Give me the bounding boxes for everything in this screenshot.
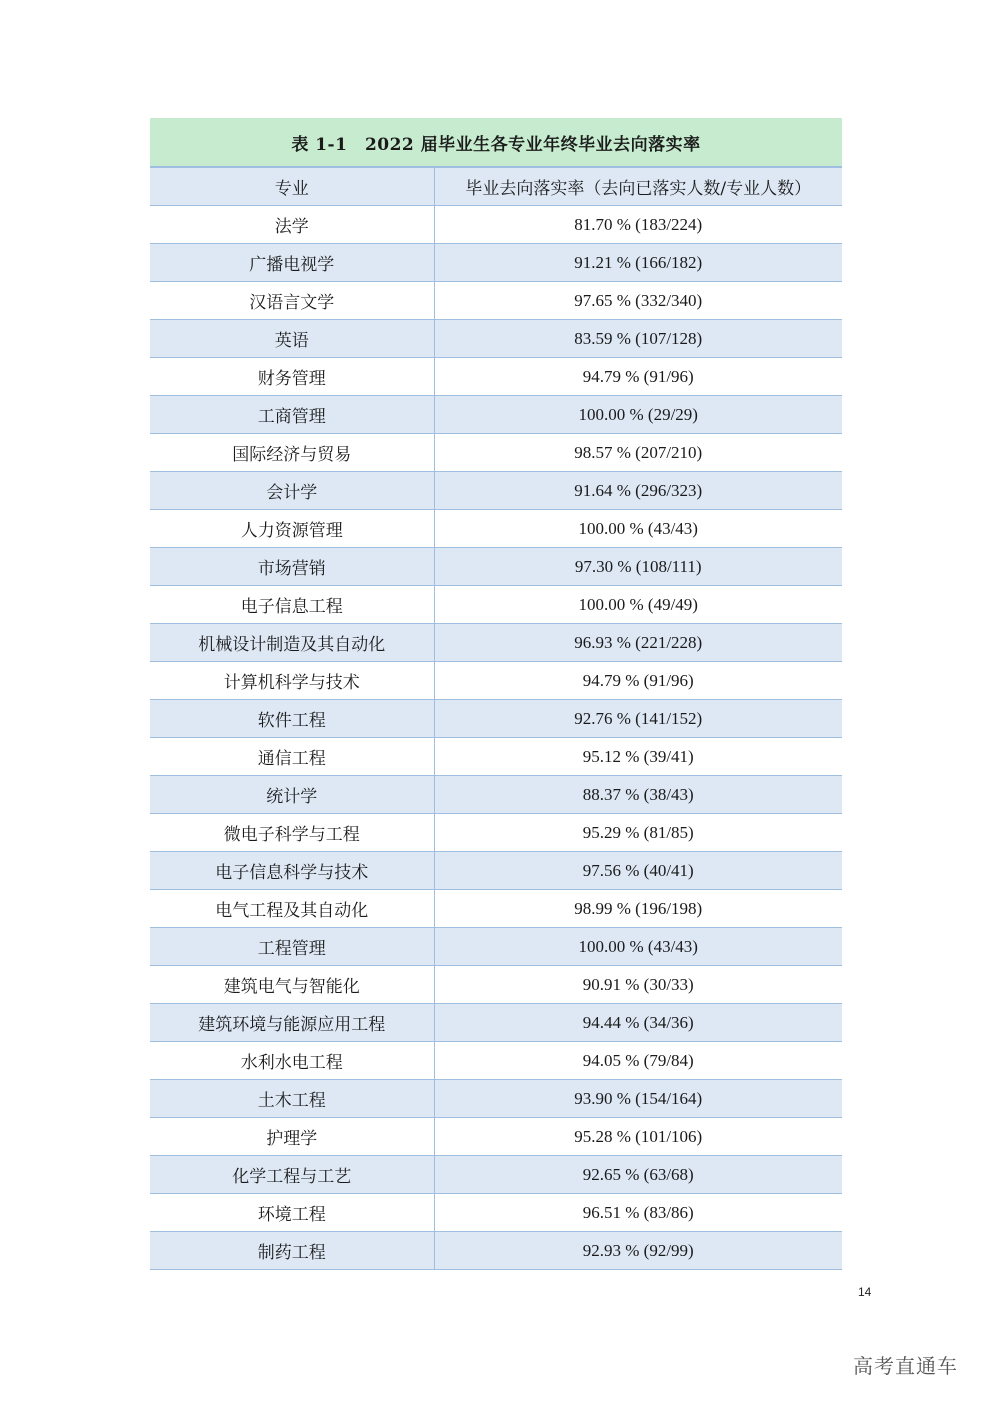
rate-cell: 94.79 % (91/96): [434, 662, 842, 700]
major-cell: 法学: [150, 206, 434, 244]
table-row: [150, 1194, 842, 1232]
table-row: [150, 320, 842, 358]
rate-cell: 97.56 % (40/41): [434, 852, 842, 890]
major-cell: 市场营销: [150, 548, 434, 586]
table-row: [150, 586, 842, 624]
rate-cell: 94.44 % (34/36): [434, 1004, 842, 1042]
rate-cell: 95.12 % (39/41): [434, 738, 842, 776]
table-row: [150, 700, 842, 738]
table-row: [150, 510, 842, 548]
major-cell: 微电子科学与工程: [150, 814, 434, 852]
rate-cell: 92.76 % (141/152): [434, 700, 842, 738]
rate-cell: 100.00 % (29/29): [434, 396, 842, 434]
table-row: [150, 1118, 842, 1156]
table-row: [150, 890, 842, 928]
major-cell: 建筑电气与智能化: [150, 966, 434, 1004]
table-body: [150, 206, 842, 1270]
major-cell: 电子信息工程: [150, 586, 434, 624]
rate-cell: 94.05 % (79/84): [434, 1042, 842, 1080]
table-title: 表 1-1 2022 届毕业生各专业年终毕业去向落实率: [150, 118, 842, 168]
rate-cell: 96.51 % (83/86): [434, 1194, 842, 1232]
rate-cell: 100.00 % (49/49): [434, 586, 842, 624]
table-row: [150, 244, 842, 282]
watermark-text: 高考直通车: [853, 1354, 958, 1378]
major-cell: 广播电视学: [150, 244, 434, 282]
table-row: [150, 396, 842, 434]
major-cell: 土木工程: [150, 1080, 434, 1118]
major-cell: 制药工程: [150, 1232, 434, 1270]
table-row: [150, 1004, 842, 1042]
major-cell: 人力资源管理: [150, 510, 434, 548]
table-row: [150, 814, 842, 852]
rate-cell: 98.99 % (196/198): [434, 890, 842, 928]
major-cell: 护理学: [150, 1118, 434, 1156]
major-cell: 英语: [150, 320, 434, 358]
table-row: [150, 1080, 842, 1118]
table-row: [150, 206, 842, 244]
major-cell: 软件工程: [150, 700, 434, 738]
major-cell: 化学工程与工艺: [150, 1156, 434, 1194]
rate-cell: 100.00 % (43/43): [434, 510, 842, 548]
table-row: [150, 548, 842, 586]
major-cell: 电子信息科学与技术: [150, 852, 434, 890]
rate-cell: 100.00 % (43/43): [434, 928, 842, 966]
rate-cell: 92.93 % (92/99): [434, 1232, 842, 1270]
major-cell: 环境工程: [150, 1194, 434, 1232]
rate-cell: 97.65 % (332/340): [434, 282, 842, 320]
major-cell: 统计学: [150, 776, 434, 814]
table-header-row: [150, 168, 842, 206]
major-cell: 财务管理: [150, 358, 434, 396]
rate-cell: 95.29 % (81/85): [434, 814, 842, 852]
column-header-major: 专业: [150, 168, 434, 206]
major-cell: 工程管理: [150, 928, 434, 966]
table-row: [150, 738, 842, 776]
rate-cell: 95.28 % (101/106): [434, 1118, 842, 1156]
table-row: [150, 434, 842, 472]
rate-cell: 97.30 % (108/111): [434, 548, 842, 586]
major-cell: 水利水电工程: [150, 1042, 434, 1080]
rate-cell: 88.37 % (38/43): [434, 776, 842, 814]
major-cell: 汉语言文学: [150, 282, 434, 320]
table-row: [150, 662, 842, 700]
table-row: [150, 1232, 842, 1270]
major-cell: 电气工程及其自动化: [150, 890, 434, 928]
table-row: [150, 852, 842, 890]
major-cell: 会计学: [150, 472, 434, 510]
rate-cell: 94.79 % (91/96): [434, 358, 842, 396]
rate-cell: 98.57 % (207/210): [434, 434, 842, 472]
major-cell: 国际经济与贸易: [150, 434, 434, 472]
table-row: [150, 1042, 842, 1080]
rate-cell: 93.90 % (154/164): [434, 1080, 842, 1118]
rate-cell: 96.93 % (221/228): [434, 624, 842, 662]
data-table-container: [150, 118, 842, 1270]
table-row: [150, 776, 842, 814]
table-row: [150, 472, 842, 510]
placement-rate-table: [150, 168, 842, 1270]
major-cell: 工商管理: [150, 396, 434, 434]
rate-cell: 91.64 % (296/323): [434, 472, 842, 510]
rate-cell: 92.65 % (63/68): [434, 1156, 842, 1194]
table-row: [150, 282, 842, 320]
major-cell: 建筑环境与能源应用工程: [150, 1004, 434, 1042]
rate-cell: 91.21 % (166/182): [434, 244, 842, 282]
table-row: [150, 928, 842, 966]
table-row: [150, 966, 842, 1004]
major-cell: 机械设计制造及其自动化: [150, 624, 434, 662]
table-row: [150, 624, 842, 662]
rate-cell: 81.70 % (183/224): [434, 206, 842, 244]
page-number: 14: [858, 1285, 872, 1299]
rate-cell: 90.91 % (30/33): [434, 966, 842, 1004]
major-cell: 计算机科学与技术: [150, 662, 434, 700]
column-header-rate: 毕业去向落实率（去向已落实人数/专业人数）: [434, 168, 842, 206]
table-row: [150, 358, 842, 396]
table-row: [150, 1156, 842, 1194]
major-cell: 通信工程: [150, 738, 434, 776]
rate-cell: 83.59 % (107/128): [434, 320, 842, 358]
